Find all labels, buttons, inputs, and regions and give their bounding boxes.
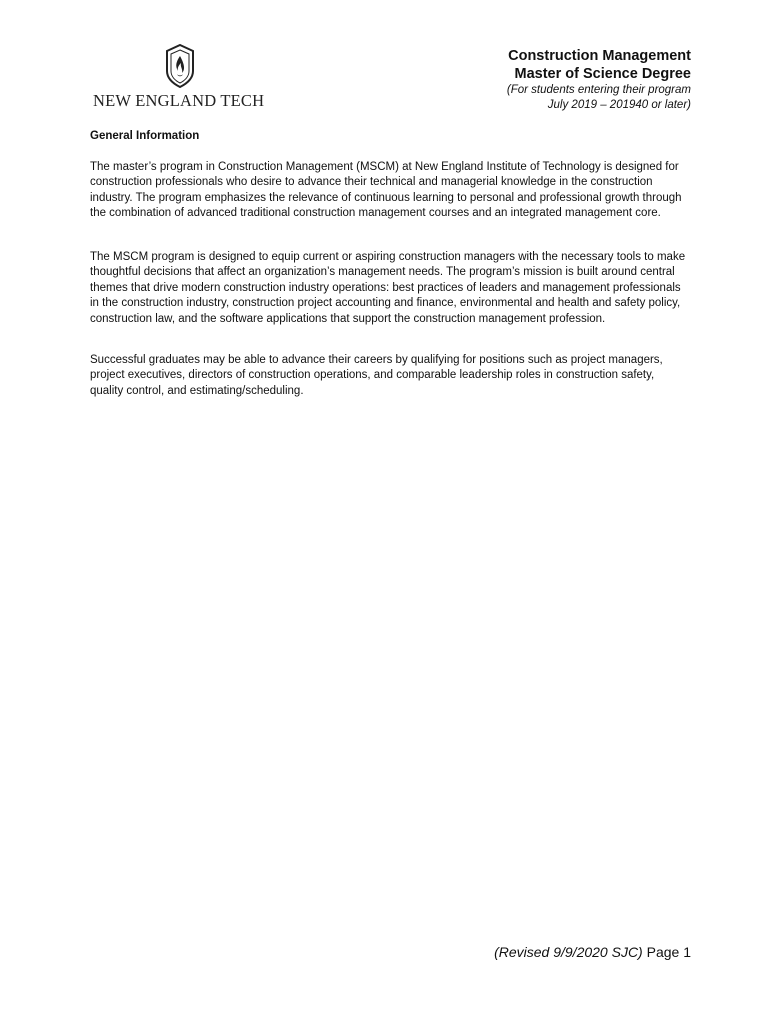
page-footer bbox=[494, 944, 691, 960]
paragraph-program-overview: The master’s program in Construction Management (MSCM) at New England Institute of Technology is designed for construction professionals who desire to advance their technical and managerial knowledge in the construction industry. The program emphasizes the relevance of continuous learning to personal and professional growth through the combination of advanced traditional construction management courses and an integrated management core. bbox=[90, 161, 682, 220]
program-title: Construction Management bbox=[508, 48, 691, 64]
logo bbox=[93, 44, 273, 112]
program-note-line2: July 2019 – 201940 or later) bbox=[547, 99, 691, 111]
logo-text: NEW ENGLAND TECH bbox=[93, 91, 265, 110]
page-number: Page 1 bbox=[646, 944, 691, 960]
program-note-line1: (For students entering their program bbox=[506, 84, 691, 96]
revision-note: (Revised 9/9/2020 SJC) bbox=[494, 944, 643, 960]
paragraph-program-mission: The MSCM program is designed to equip current or aspiring construction managers with the necessary tools to make thoughtful decisions that affect an organization’s management needs. The program’s mission is built around central themes that drive modern construction industry operations: best practices of leaders and management professionals in the construction industry, construction project accounting and finance, environmental and health and safety policy, construction law, and the software applications that support the construction management profession. bbox=[90, 251, 686, 325]
section-heading: General Information bbox=[90, 130, 200, 142]
degree-title: Master of Science Degree bbox=[514, 66, 691, 82]
flame-shield-icon bbox=[165, 44, 195, 88]
paragraph-career-outcomes: Successful graduates may be able to advance their careers by qualifying for positions such as project managers, project executives, directors of construction operations, and comparable leadership roles in construction safety, quality control, and estimating/scheduling. bbox=[90, 354, 663, 397]
document-header bbox=[507, 47, 691, 113]
